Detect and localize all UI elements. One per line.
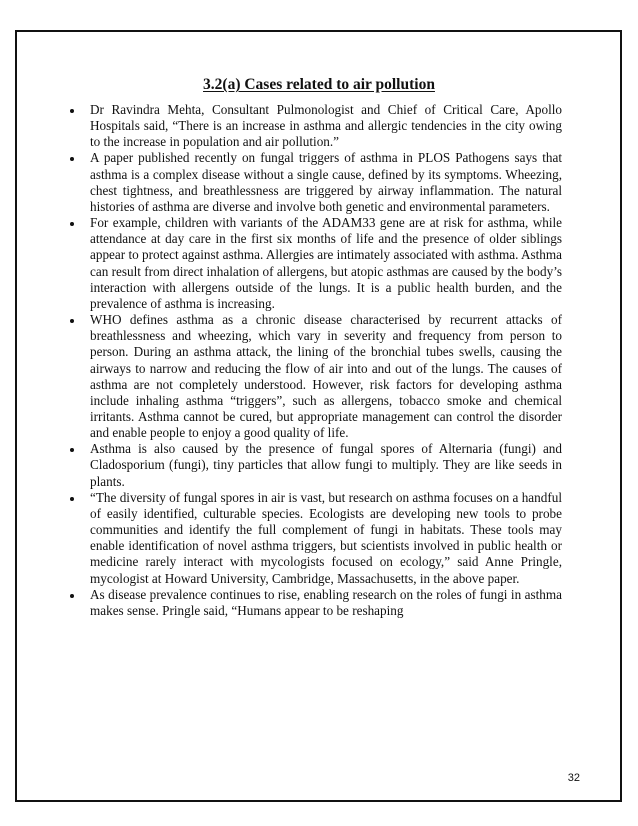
- list-item: [90, 150, 562, 215]
- list-item-text: Dr Ravindra Mehta, Consultant Pulmonologist and Chief of Critical Care, Apollo Hospitals said, “There is an increase in asthma and allergic tendencies in the city owing to the increase in population and air pollution.”: [90, 102, 562, 150]
- list-item-text: WHO defines asthma as a chronic disease characterised by recurrent attacks of breathlessness and wheezing, which vary in severity and frequency from person to person. During an asthma attack, the lining of the bronchial tubes swells, causing the airways to narrow and reducing the flow of air into and out of the lungs. The causes of asthma are not completely understood. However, risk factors for developing asthma include inhaling asthma “triggers”, such as allergens, tobacco smoke and chemical irritants. Asthma cannot be cured, but appropriate management can control the disorder and enable people to enjoy a good quality of life.: [90, 312, 562, 441]
- section-title-text: 3.2(a) Cases related to air pollution: [203, 76, 435, 93]
- page-number: 32: [567, 772, 580, 784]
- list-item: [90, 587, 562, 619]
- list-item-text: For example, children with variants of the ADAM33 gene are at risk for asthma, while attendance at day care in the first six months of life and the presence of older siblings appear to protect against asthma. Allergies are intimately associated with asthma. Asthma can result from direct inhalation of allergens, but atopic asthmas are caused by the body’s interaction with allergens outside of the lungs. It is a public health burden, and the prevalence of asthma is increasing.: [90, 215, 562, 311]
- bullet-icon: [70, 594, 74, 598]
- list-item: [90, 441, 562, 489]
- list-item: [90, 215, 562, 312]
- bullet-list: [90, 102, 562, 619]
- section-title: [0, 76, 638, 94]
- list-item: [90, 102, 562, 150]
- list-item: [90, 312, 562, 441]
- list-item-text: Asthma is also caused by the presence of fungal spores of Alternaria (fungi) and Cladosporium (fungi), tiny particles that allow fungi to multiply. They are like seeds in plants.: [90, 441, 562, 489]
- bullet-icon: [70, 109, 74, 113]
- list-item-text: “The diversity of fungal spores in air is vast, but research on asthma focuses on a handful of easily identified, culturable species. Ecologists are developing new tools to probe communities and identify the full complement of fungi in habitats. These tools may enable identification of novel asthma triggers, but scientists involved in public health or medicine rarely interact with mycologists focused on ecology,” said Anne Pringle, mycologist at Howard University, Cambridge, Massachusetts, in the above paper.: [90, 489, 562, 586]
- bullet-icon: [70, 497, 74, 501]
- list-item: [90, 490, 562, 587]
- bullet-icon: [70, 319, 74, 323]
- list-item-text: As disease prevalence continues to rise, enabling research on the roles of fungi in asthma makes sense. Pringle said, “Humans appear to be reshaping: [90, 586, 562, 618]
- list-item-text: A paper published recently on fungal triggers of asthma in PLOS Pathogens says that asthma is a complex disease without a single cause, defined by its symptoms. Wheezing, chest tightness, and breathlessness are triggered by airway inflammation. The natural histories of asthma are diverse and involve both genetic and environmental parameters.: [90, 150, 562, 214]
